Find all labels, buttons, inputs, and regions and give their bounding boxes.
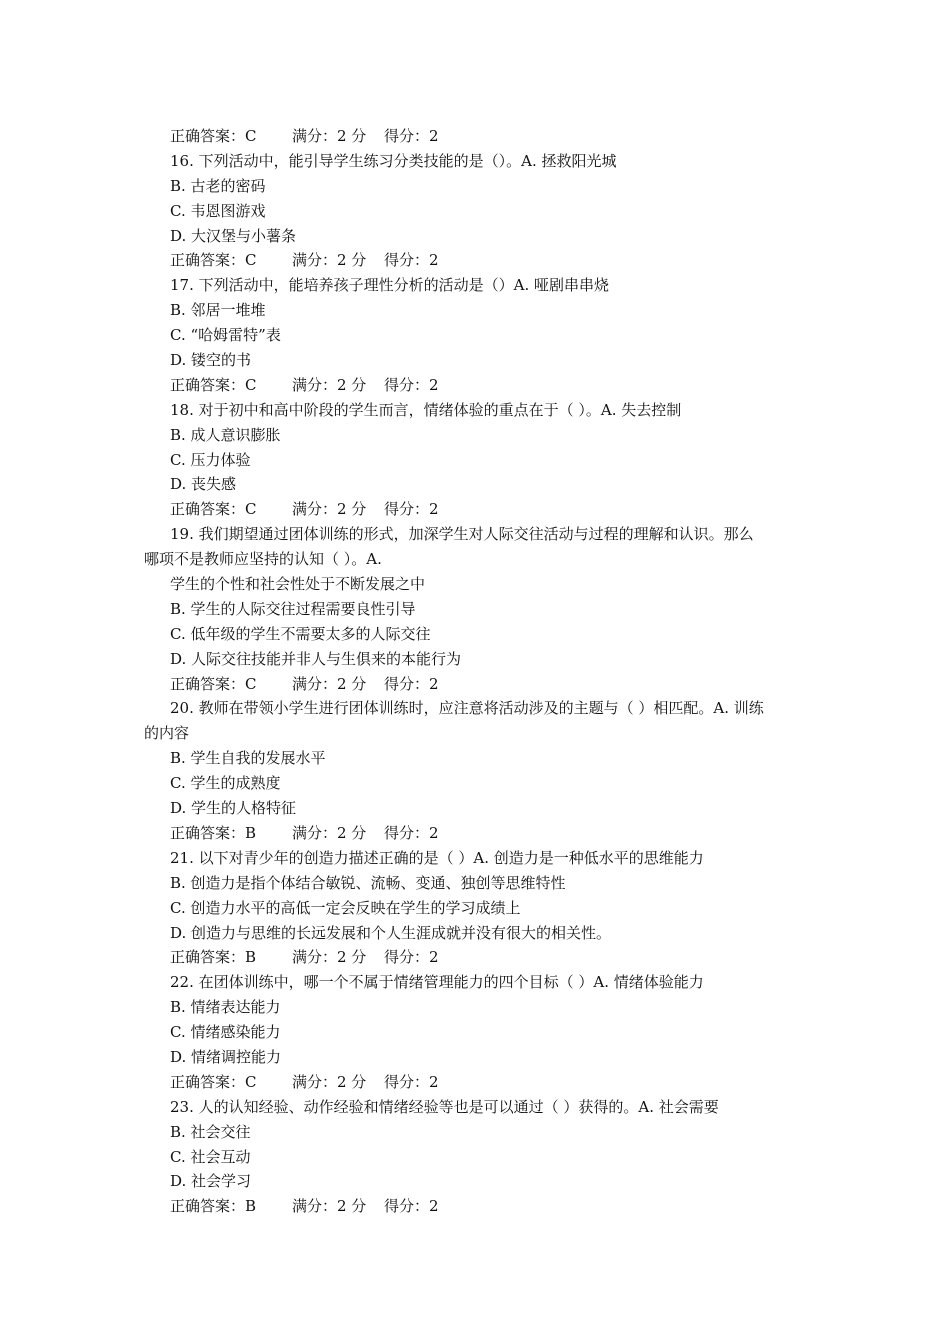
correct-answer: 正确答案：C [170, 1072, 257, 1091]
text-line: D. 大汉堡与小薯条 [170, 226, 297, 245]
text-line: B. 成人意识膨胀 [170, 425, 281, 444]
text-line: D. 丧失感 [170, 475, 237, 494]
answer-line [144, 672, 824, 697]
answer-line [144, 1070, 824, 1095]
text-line: C. 创造力水平的高低一定会反映在学生的学习成绩上 [170, 898, 521, 917]
obtained-score: 得分：2 [384, 948, 439, 967]
text-line: D. 学生的人格特征 [170, 799, 297, 818]
text-line: B. 学生自我的发展水平 [170, 749, 326, 768]
full-score: 满分：2 分 [292, 375, 367, 394]
text-line: 23. 人的认知经验、动作经验和情绪经验等也是可以通过（ ）获得的。A. 社会需要 [170, 1097, 719, 1116]
quiz-content [144, 124, 824, 1219]
correct-answer: 正确答案：B [170, 823, 257, 842]
correct-answer: 正确答案：C [170, 127, 257, 145]
text-line: 16. 下列活动中，能引导学生练习分类技能的是（）。A. 拯救阳光城 [170, 151, 617, 170]
text-line: D. 社会学习 [170, 1172, 252, 1191]
full-score: 满分：2 分 [292, 500, 367, 519]
obtained-score: 得分：2 [384, 251, 439, 270]
text-line: C. 韦恩图游戏 [170, 201, 266, 220]
text-line: D. 情绪调控能力 [170, 1047, 282, 1066]
obtained-score: 得分：2 [384, 823, 439, 842]
text-line: D. 镂空的书 [170, 351, 252, 370]
text-line: C. 社会互动 [170, 1147, 251, 1166]
text-line: 19. 我们期望通过团体训练的形式，加深学生对人际交往活动与过程的理解和认识。那么 [170, 525, 754, 544]
correct-answer: 正确答案：B [170, 1197, 257, 1216]
obtained-score: 得分：2 [384, 500, 439, 519]
obtained-score: 得分：2 [384, 1072, 439, 1091]
full-score: 满分：2 分 [292, 1072, 367, 1091]
answer-line [144, 373, 824, 398]
correct-answer: 正确答案：B [170, 948, 257, 967]
answer-line [144, 1194, 824, 1219]
text-line: B. 社会交往 [170, 1122, 251, 1141]
obtained-score: 得分：2 [384, 674, 439, 693]
correct-answer: 正确答案：C [170, 500, 257, 519]
correct-answer: 正确答案：C [170, 674, 257, 693]
text-line: B. 情绪表达能力 [170, 998, 281, 1017]
text-line: C. 情绪感染能力 [170, 1023, 281, 1042]
text-line: 21. 以下对青少年的创造力描述正确的是（ ）A. 创造力是一种低水平的思维能力 [170, 848, 704, 867]
text-line: B. 古老的密码 [170, 176, 266, 195]
text-line: 20. 教师在带领小学生进行团体训练时，应注意将活动涉及的主题与（ ）相匹配。A. 训练 [170, 699, 764, 718]
text-line: B. 学生的人际交往过程需要良性引导 [170, 599, 416, 618]
text-line: C. 学生的成熟度 [170, 774, 281, 793]
full-score: 满分：2 分 [292, 674, 367, 693]
obtained-score: 得分：2 [384, 375, 439, 394]
answer-line [144, 124, 824, 149]
obtained-score: 得分：2 [384, 1197, 439, 1216]
text-line: 哪项不是教师应坚持的认知（ ）。A. [144, 550, 382, 569]
full-score: 满分：2 分 [292, 1197, 367, 1216]
text-line: 22. 在团体训练中，哪一个不属于情绪管理能力的四个目标（ ）A. 情绪体验能力 [170, 973, 704, 992]
correct-answer: 正确答案：C [170, 251, 257, 270]
text-line: 18. 对于初中和高中阶段的学生而言，情绪体验的重点在于（ ）。A. 失去控制 [170, 400, 682, 419]
full-score: 满分：2 分 [292, 948, 367, 967]
text-line: D. 创造力与思维的长远发展和个人生涯成就并没有很大的相关性。 [170, 923, 612, 942]
text-line: 的内容 [144, 724, 190, 743]
answer-line [144, 497, 824, 522]
text-line: C. 低年级的学生不需要太多的人际交往 [170, 624, 431, 643]
text-line: C. 压力体验 [170, 450, 251, 469]
full-score: 满分：2 分 [292, 127, 367, 145]
text-line: D. 人际交往技能并非人与生俱来的本能行为 [170, 649, 462, 668]
correct-answer: 正确答案：C [170, 375, 257, 394]
full-score: 满分：2 分 [292, 823, 367, 842]
full-score: 满分：2 分 [292, 251, 367, 270]
obtained-score: 得分：2 [384, 127, 439, 145]
answer-line [144, 945, 824, 970]
answer-line [144, 821, 824, 846]
text-line: 学生的个性和社会性处于不断发展之中 [170, 575, 426, 594]
text-line: B. 创造力是指个体结合敏锐、流畅、变通、独创等思维特性 [170, 873, 566, 892]
text-line: C. “哈姆雷特”表 [170, 326, 281, 345]
answer-line [144, 248, 824, 273]
text-line: 17. 下列活动中，能培养孩子理性分析的活动是（）A. 哑剧串串烧 [170, 276, 609, 295]
text-line: B. 邻居一堆堆 [170, 301, 266, 320]
